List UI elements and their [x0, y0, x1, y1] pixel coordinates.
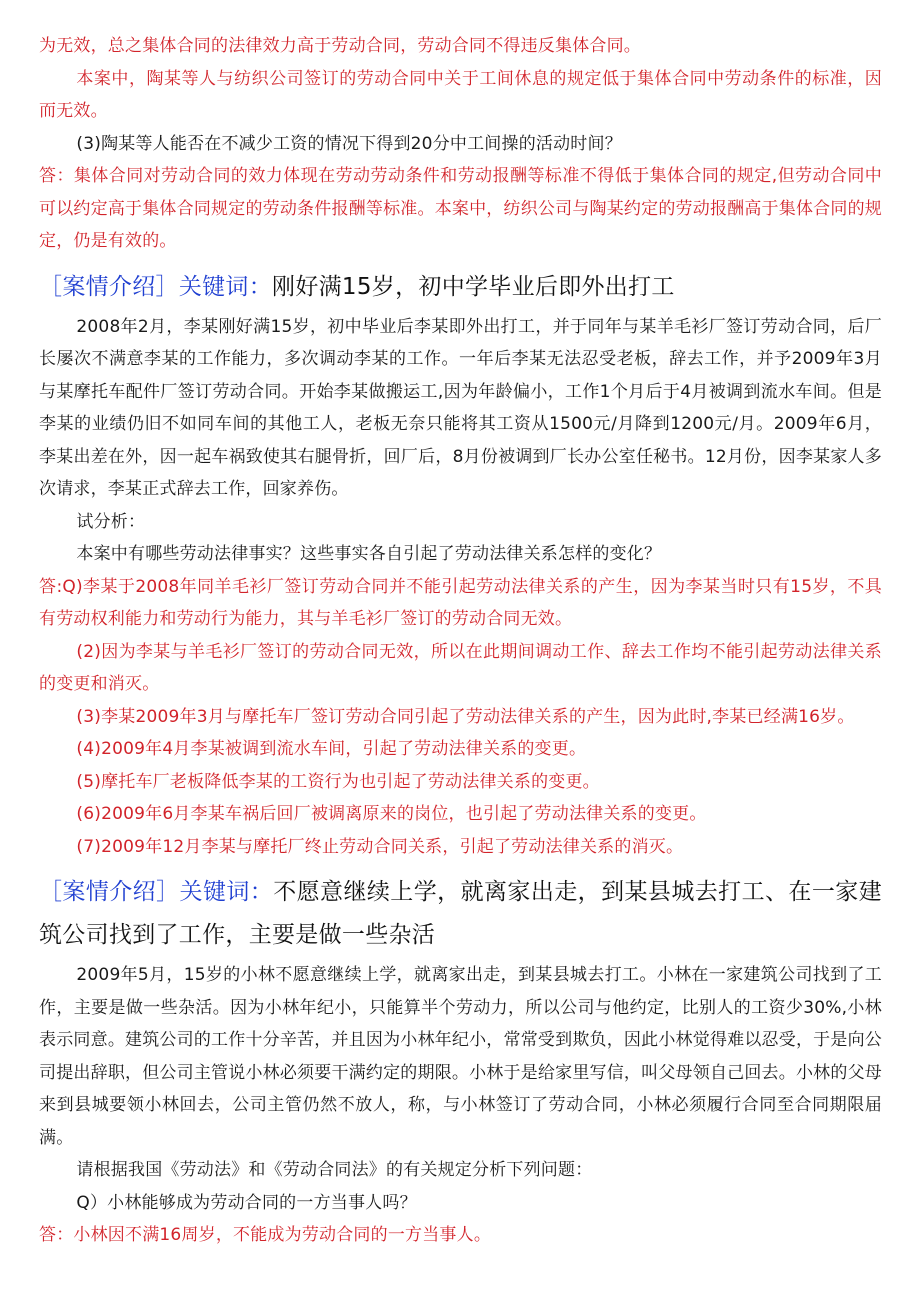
case-body: 2008年2月，李某刚好满15岁，初中毕业后李某即外出打工，并于同年与某羊毛衫厂签订劳动合同，后厂长屡次不满意李某的工作能力，多次调动李某的工作。一年后李某无法忍受老板，辞去工作，并予2009年3月与某摩托车配件厂签订劳动合同。开始李某做搬运工,因为年龄偏小，工作1个月后于4月被调到流水车间。但是李某的业绩仍旧不如同车间的其他工人，老板无奈只能将其工资从1500元/月降到1200元/月。2009年6月，李某出差在外，因一起车祸致使其右腿骨折，回厂后，8月份被调到厂长办公室任秘书。12月份，因李某家人多次请求，李某正式辞去工作，回家养伤。 — [39, 316, 882, 499]
heading-title: 不愿意继续上学，就离家出走，到某县城去打工、在一家建筑公司找到了工作，主要是做一些杂活 — [39, 879, 882, 948]
heading-title: 刚好满15岁，初中学毕业后即外出打工 — [272, 273, 675, 300]
analysis-question: 本案中有哪些劳动法律事实？这些事实各自引起了劳动法律关系怎样的变化？ — [76, 544, 662, 564]
answer-item-1: 答:Q)李某于2008年同羊毛衫厂签订劳动合同并不能引起劳动法律关系的产生，因为李某当时只有15岁，不具有劳动权利能力和劳动行为能力，其与羊毛衫厂签订的劳动合同无效。 — [39, 576, 882, 629]
paragraph-conclusion: 为无效，总之集体合同的法律效力高于劳动合同，劳动合同不得违反集体合同。 — [39, 36, 641, 56]
heading-label: 案情介绍 — [62, 879, 157, 905]
heading-bracket-close: ］ — [155, 273, 179, 300]
question-1: Q）小林能够成为劳动合同的一方当事人吗？ — [76, 1192, 417, 1213]
answer-item-4: (4)2009年4月李某被调到流水车间，引起了劳动法律关系的变更。 — [76, 739, 587, 759]
heading-keyword-label: 关键词： — [179, 879, 274, 905]
heading-keyword-label: 关键词： — [178, 273, 273, 300]
heading-label: 案情介绍 — [62, 273, 156, 300]
answer-1: 答：小林因不满16周岁，不能成为劳动合同的一方当事人。 — [39, 1225, 492, 1245]
case-heading-2 — [39, 266, 882, 309]
answer-item-5: (5)摩托车厂老板降低李某的工资行为也引起了劳动法律关系的变更。 — [76, 771, 600, 792]
paragraph-case-analysis: 本案中，陶某等人与纺织公司签订的劳动合同中关于工间休息的规定低于集体合同中劳动条件的标准，因而无效。 — [39, 68, 882, 121]
analysis-label: 试分析： — [76, 511, 146, 532]
answer-item-2: (2)因为李某与羊毛衫厂签订的劳动合同无效，所以在此期间调动工作、辞去工作均不能引起劳动法律关系的变更和消灭。 — [39, 641, 882, 694]
answer-item-6: (6)2009年6月李某车祸后回厂被调离原来的岗位，也引起了劳动法律关系的变更。 — [76, 804, 707, 824]
answer-item-3: (3)李某2009年3月与摩托车厂签订劳动合同引起了劳动法律关系的产生，因为此时,李某已经满16岁。 — [76, 706, 855, 727]
heading-bracket-open: ［ — [39, 879, 63, 905]
heading-bracket-open: ［ — [39, 273, 63, 300]
case-body: 2009年5月，15岁的小林不愿意继续上学，就离家出走，到某县城去打工。小林在一家建筑公司找到了工作，主要是做一些杂活。因为小林年纪小，只能算半个劳动力，所以公司与他约定，比别人的工资少30%,小林表示同意。建筑公司的工作十分辛苦，并且因为小林年纪小，常常受到欺负，因此小林觉得难以忍受，于是向公司提出辞职，但公司主管说小林必须要干满约定的期限。小林于是给家里写信，叫父母领自己回去。小林的父母来到县城要领小林回去，公司主管仍然不放人，称，与小林签订了劳动合同，小林必须履行合同至合同期限届满。 — [39, 965, 882, 1148]
answer-item-7: (7)2009年12月李某与摩托厂终止劳动合同关系，引起了劳动法律关系的消灭。 — [76, 836, 684, 857]
question-3: (3)陶某等人能否在不减少工资的情况下得到20分中工间操的活动时间？ — [76, 133, 622, 154]
case-heading-3 — [39, 871, 882, 957]
analysis-prompt: 请根据我国《劳动法》和《劳动合同法》的有关规定分析下列问题： — [76, 1160, 593, 1180]
heading-bracket-close: ］ — [156, 879, 180, 905]
answer-3: 答：集体合同对劳动合同的效力体现在劳动劳动条件和劳动报酬等标准不得低于集体合同的规定,但劳动合同中可以约定高于集体合同规定的劳动条件报酬等标准。本案中，纺织公司与陶某约定的劳动报酬高于集体合同的规定，仍是有效的。 — [39, 166, 882, 251]
